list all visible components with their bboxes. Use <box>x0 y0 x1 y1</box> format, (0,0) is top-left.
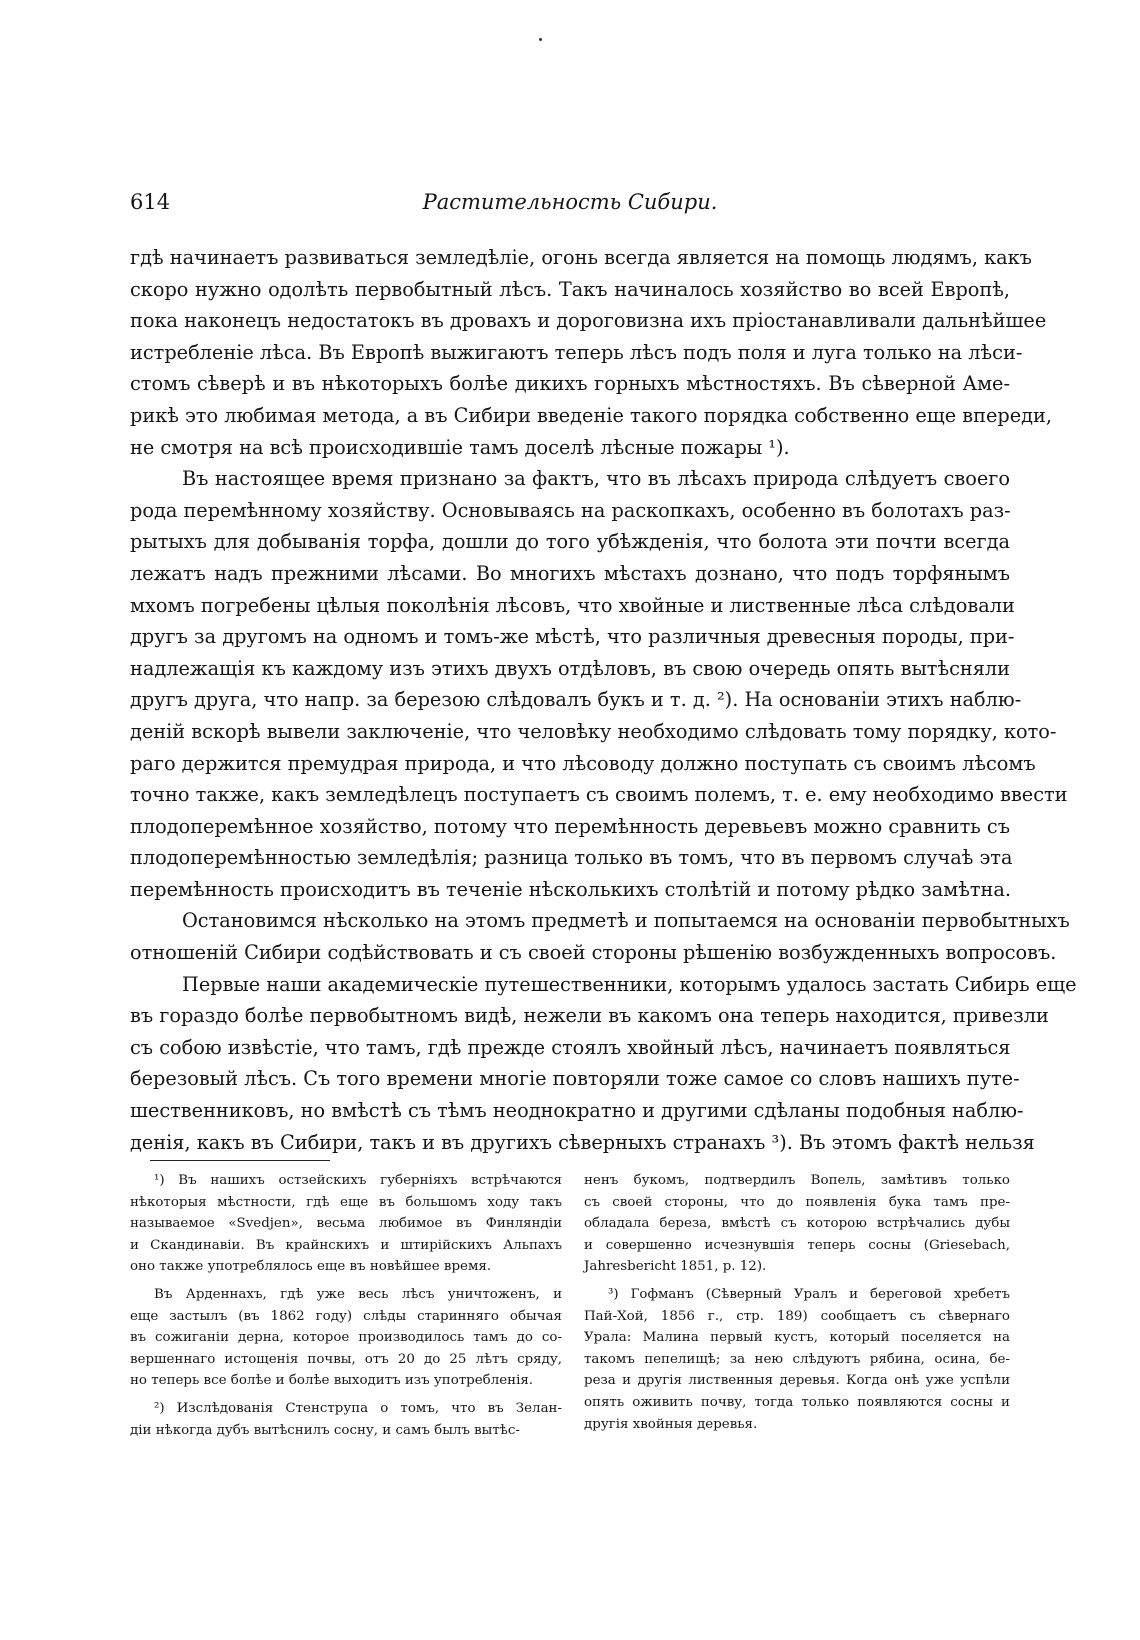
text-line: перемѣнность происходитъ въ теченіе нѣсколькихъ столѣтій и потому рѣдко замѣтна. <box>130 877 1012 901</box>
main-text <box>130 242 1077 1158</box>
footnote-line: такомъ пепелищѣ; за нею слѣдуютъ рябина, осина, бе- <box>584 1351 1010 1367</box>
text-line: истребленіе лѣса. Въ Европѣ выжигаютъ теперь лѣсъ подъ поля и луга только на лѣси- <box>130 340 1023 364</box>
footnote-line: другія хвойныя деревья. <box>584 1416 758 1432</box>
running-title: Растительность Сибири. <box>422 190 718 214</box>
footnotes-right-column <box>584 1170 1010 1435</box>
footnote-block <box>584 1170 1010 1278</box>
footnote-line: съ своей стороны, что до появленія бука тамъ пре- <box>584 1194 1010 1210</box>
text-line: плодоперемѣнностью земледѣлія; разница только въ томъ, что въ первомъ случаѣ эта <box>130 846 1013 870</box>
page-header <box>130 190 1010 230</box>
footnote-line: называемое «Svedjen», весьма любимое въ Финляндіи <box>130 1216 562 1232</box>
text-line: Въ настоящее время признано за фактъ, что въ лѣсахъ природа слѣдуетъ своего <box>182 467 1010 491</box>
footnote-line: но теперь все болѣе и болѣе выходитъ изъ употребленія. <box>130 1373 534 1389</box>
text-line: Первые наши академическіе путешественники, которымъ удалось застать Сибирь еще <box>182 972 1077 996</box>
footnote-line: Jahresbericht 1851, p. 12). <box>584 1259 767 1275</box>
text-line: раго держится премудрая природа, и что лѣсоводу должно поступать съ своимъ лѣсомъ <box>130 751 1036 775</box>
text-line: надлежащія къ каждому изъ этихъ двухъ отдѣловъ, въ свою очередь опять вытѣсняли <box>130 656 1010 680</box>
footnote-line: Урала: Малина первый кустъ, который поселяется на <box>584 1330 1010 1346</box>
text-line: пока наконецъ недостатокъ въ дровахъ и дороговизна ихъ пріостанавливали дальнѣйшее <box>130 309 1047 333</box>
paragraph <box>130 463 1068 905</box>
footnote-separator <box>150 1160 330 1161</box>
footnote-line: реза и другія лиственныя деревья. Когда онѣ уже успѣли <box>584 1373 1010 1389</box>
text-line: другъ друга, что напр. за березою слѣдовалъ букъ и т. д. ²). На основаніи этихъ наблю- <box>130 688 1022 712</box>
paragraph <box>130 969 1077 1159</box>
footnote-block <box>130 1398 562 1441</box>
footnote-block <box>130 1284 562 1392</box>
print-speck <box>539 38 542 41</box>
footnote-block <box>584 1284 1010 1435</box>
footnote-line: нѣкоторыя мѣстности, гдѣ еще въ большомъ ходу такъ <box>130 1194 562 1210</box>
text-line: рытыхъ для добыванія торфа, дошли до того убѣжденія, что болота эти почти всегда <box>130 530 1010 554</box>
text-line: плодоперемѣнное хозяйство, потому что перемѣнность деревьевъ можно сравнить съ <box>130 814 1010 838</box>
footnote-line: въ сожиганіи дерна, которое производилось тамъ до со- <box>130 1330 562 1346</box>
text-line: березовый лѣсъ. Съ того времени многіе повторяли тоже самое со словъ нашихъ путе- <box>130 1067 1020 1091</box>
footnote-line: ²) Изслѣдованія Стенструпа о томъ, что въ Зелан- <box>154 1400 562 1416</box>
text-line: Остановимся нѣсколько на этомъ предметѣ и попытаемся на основаніи первобытныхъ <box>182 909 1070 933</box>
page-number: 614 <box>130 190 171 214</box>
text-line: рода перемѣнному хозяйству. Основываясь на раскопкахъ, особенно въ болотахъ раз- <box>130 498 1011 522</box>
text-line: денія, какъ въ Сибири, такъ и въ другихъ сѣверныхъ странахъ ³). Въ этомъ фактѣ нельзя <box>130 1130 1035 1154</box>
footnote-line: оно также употреблялось еще въ новѣйшее время. <box>130 1259 492 1275</box>
text-line: деній вскорѣ вывели заключеніе, что человѣку необходимо слѣдовать тому порядку, кото- <box>130 719 1057 743</box>
footnote-line: еще застылъ (въ 1862 году) слѣды старинняго обычая <box>130 1308 562 1324</box>
footnote-line: ³) Гофманъ (Сѣверный Уралъ и береговой хребетъ <box>608 1286 1010 1302</box>
footnote-line: Въ Арденнахъ, гдѣ уже весь лѣсъ уничтоженъ, и <box>154 1286 562 1302</box>
footnote-line: ¹) Въ нашихъ остзейскихъ губерніяхъ встрѣчаются <box>154 1173 562 1188</box>
text-line: въ гораздо болѣе первобытномъ видѣ, нежели въ какомъ она теперь находится, привезли <box>130 1004 1049 1028</box>
text-line: стомъ сѣверѣ и въ нѣкоторыхъ болѣе дикихъ горныхъ мѣстностяхъ. Въ сѣверной Аме- <box>130 372 1010 396</box>
text-line: не смотря на всѣ происходившіе тамъ доселѣ лѣсные пожары ¹). <box>130 435 790 459</box>
footnote-line: и Скандинавіи. Въ крайнскихъ и штирійскихъ Альпахъ <box>130 1237 562 1253</box>
text-line: съ собою извѣстіе, что тамъ, гдѣ прежде стоялъ хвойный лѣсъ, начинаетъ появляться <box>130 1035 1011 1059</box>
text-line: точно также, какъ земледѣлецъ поступаетъ съ своимъ полемъ, т. е. ему необходимо ввести <box>130 783 1068 807</box>
text-line: отношеній Сибири содѣйствовать и съ своей стороны рѣшенію возбужденныхъ вопросовъ. <box>130 941 1057 965</box>
text-line: шественниковъ, но вмѣстѣ съ тѣмъ неоднократно и другими сдѣланы подобныя наблю- <box>130 1099 1024 1123</box>
footnote-line: опять оживить почву, тогда только появляются сосны и <box>584 1394 1010 1410</box>
text-line: лежатъ надъ прежними лѣсами. Во многихъ мѣстахъ дознано, что подъ торфянымъ <box>130 561 1010 585</box>
footnote-line: вершеннаго истощенія почвы, отъ 20 до 25 лѣтъ сряду, <box>130 1351 562 1367</box>
text-line: другъ за другомъ на одномъ и томъ-же мѣстѣ, что различныя древесныя породы, при- <box>130 625 1015 649</box>
footnote-line: обладала береза, вмѣстѣ съ которою встрѣчались дубы <box>584 1216 1010 1232</box>
footnote-line: и совершенно исчезнувшія теперь сосны (Griesebach, <box>584 1237 1010 1253</box>
text-line: скоро нужно одолѣть первобытный лѣсъ. Такъ начиналось хозяйство во всей Европѣ, <box>130 277 1010 301</box>
footnote-block <box>130 1170 562 1278</box>
paragraph <box>130 905 1070 968</box>
footnote-line: ненъ букомъ, подтвердилъ Вопель, замѣтивъ только <box>584 1173 1010 1188</box>
text-line: гдѣ начинаетъ развиваться земледѣліе, огонь всегда является на помощь людямъ, какъ <box>130 246 1032 269</box>
footnotes-left-column <box>130 1170 562 1441</box>
footnote-line: діи нѣкогда дубъ вытѣснилъ сосну, и самъ былъ вытѣс- <box>130 1422 520 1438</box>
paragraph <box>130 242 1052 463</box>
text-line: рикѣ это любимая метода, а въ Сибири введеніе такого порядка собственно еще впереди, <box>130 403 1052 427</box>
footnote-line: Пай-Хой, 1856 г., стр. 189) сообщаетъ съ сѣвернаго <box>584 1308 1010 1324</box>
text-line: мхомъ погребены цѣлыя поколѣнія лѣсовъ, что хвойные и лиственные лѣса слѣдовали <box>130 593 1015 617</box>
